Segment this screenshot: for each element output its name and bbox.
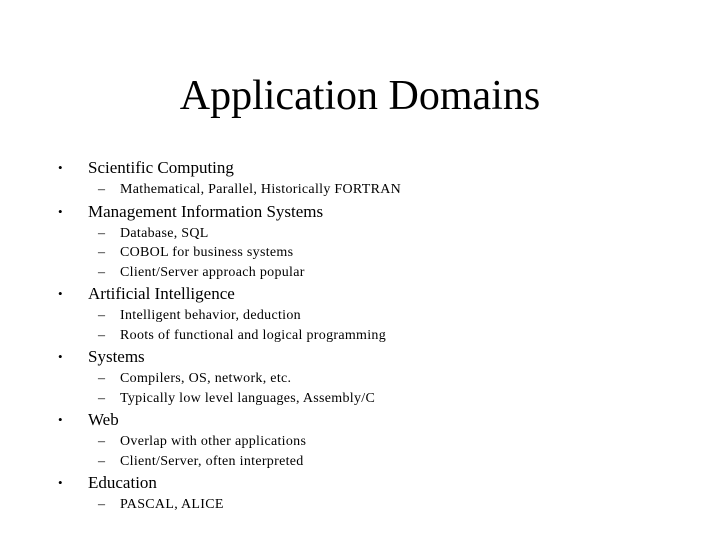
sub-item (0, 326, 720, 346)
bullet-label: Systems (88, 347, 145, 366)
sub-text: Typically low level languages, Assembly/C (120, 390, 376, 406)
sub-text: COBOL for business systems (120, 245, 294, 260)
sub-text: Intelligent behavior, deduction (120, 308, 301, 323)
sub-text: Compilers, OS, network, etc. (120, 371, 292, 386)
bullet-item (0, 345, 720, 369)
sub-list (0, 180, 720, 200)
sub-item (0, 306, 720, 326)
sub-dash: – (98, 182, 105, 197)
sub-item (0, 389, 720, 409)
bullet-dot: • (58, 203, 63, 219)
bullet-label: Management Information Systems (88, 201, 324, 221)
sub-text: Database, SQL (120, 225, 209, 241)
sub-item (0, 224, 720, 244)
sub-text: Client/Server, often interpreted (120, 453, 304, 469)
bullet-dot: • (58, 412, 63, 427)
sub-text: Overlap with other applications (120, 434, 307, 449)
sub-item (0, 432, 720, 452)
bullet-item (0, 156, 720, 180)
bullet-item (0, 408, 720, 432)
sub-dash: – (98, 497, 105, 512)
sub-dash: – (98, 327, 105, 343)
sub-text: Mathematical, Parallel, Historically FORTRAN (120, 182, 402, 197)
bullet-item (0, 282, 720, 306)
sub-dash: – (98, 371, 105, 386)
sub-item (0, 452, 720, 472)
sub-list (0, 432, 720, 471)
bullet-list (0, 156, 720, 515)
sub-item (0, 263, 720, 283)
bullet-dot: • (58, 160, 63, 175)
sub-dash: – (98, 434, 105, 449)
slide-title: Application Domains (179, 73, 541, 119)
sub-dash: – (98, 308, 105, 323)
sub-text: Client/Server approach popular (120, 264, 305, 280)
sub-item (0, 243, 720, 263)
bullet-label: Scientific Computing (88, 158, 234, 177)
bullet-item (0, 471, 720, 495)
sub-item (0, 369, 720, 389)
bullet-dot: • (58, 286, 63, 301)
sub-text: Roots of functional and logical programming (120, 327, 387, 343)
sub-item (0, 495, 720, 515)
sub-text: PASCAL, ALICE (120, 497, 224, 512)
sub-item (0, 180, 720, 200)
sub-list (0, 306, 720, 345)
sub-list (0, 224, 720, 283)
bullet-label: Web (88, 410, 119, 429)
sub-dash: – (98, 225, 105, 241)
bullet-label: Education (88, 473, 157, 492)
sub-dash: – (98, 453, 105, 469)
bullet-label: Artificial Intelligence (88, 284, 235, 303)
sub-list (0, 495, 720, 515)
bullet-dot: • (58, 475, 63, 490)
bullet-item (0, 200, 720, 224)
sub-list (0, 369, 720, 408)
sub-dash: – (98, 390, 105, 406)
sub-dash: – (98, 245, 105, 260)
sub-dash: – (98, 264, 105, 280)
bullet-dot: • (58, 349, 63, 364)
